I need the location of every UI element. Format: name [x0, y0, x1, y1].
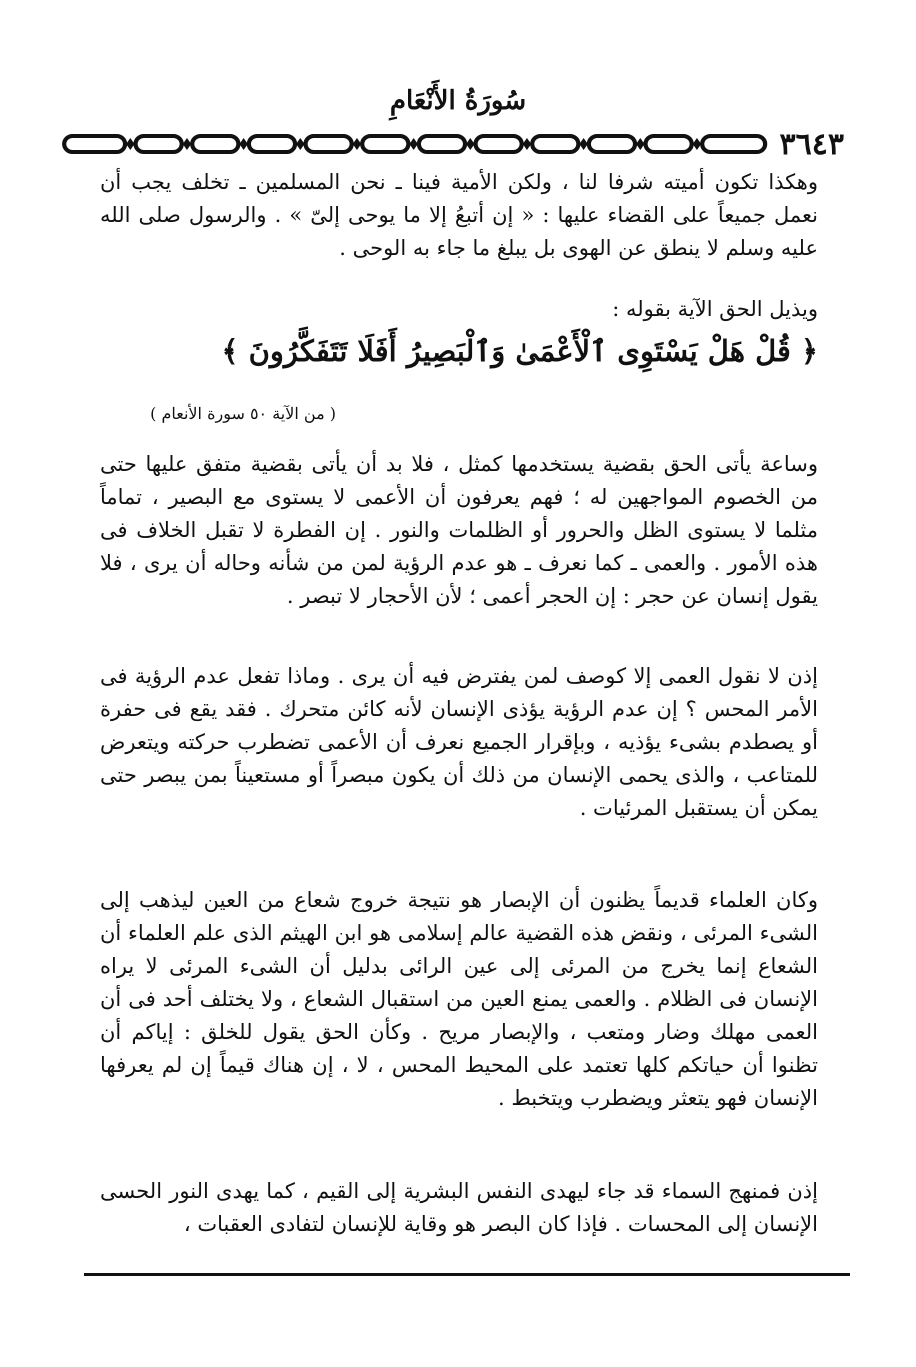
paragraph-1: [100, 166, 818, 265]
paragraph-5: [100, 884, 818, 1115]
paragraph-4: [100, 660, 818, 825]
verse-reference: ( من الآية ٥٠ سورة الأنعام ): [150, 404, 336, 423]
footer-rule: [84, 1273, 850, 1276]
paragraph-text: إذن فمنهج السماء قد جاء ليهدى النفس البشرية إلى القيم ، كما يهدى النور الحسى الإنسان إلى المحسات . فإذا كان البصر هو وقاية للإنسان لتفادى العقبات ،: [100, 1179, 818, 1236]
paragraph-2: [100, 293, 818, 326]
paragraph-text: وهكذا تكون أميته شرفا لنا ، ولكن الأمية فينا ـ نحن المسلمين ـ تخلف يجب أن نعمل جميعاً على القضاء عليها : « إن أتبعُ إلا ما يوحى إلىّ » . والرسول صلى الله عليه وسلم لا ينطق عن الهوى بل يبلغ ما جاء به الوحى .: [100, 170, 818, 260]
page-number: ٣٦٤٣: [779, 126, 844, 162]
paragraph-text: وساعة يأتى الحق بقضية يستخدمها كمثل ، فلا بد أن يأتى بقضية متفق عليها حتى من الخصوم المواجهين له ؛ فهم يعرفون أن الأعمى لا يستوى مع البصير ، تماماً مثلما لا يستوى الظل والحرور أو الظلمات والنور . إن الفطرة لا تقبل الخلاف فى هذه الأمور . والعمى ـ كما نعرف ـ هو عدم الرؤية لمن من شأنه وحاله أن يرى ، فلا يقول إنسان عن حجر : إن الحجر أعمى ؛ لأن الأحجار لا تبصر .: [100, 452, 818, 608]
paragraph-text: إذن لا نقول العمى إلا كوصف لمن يفترض فيه أن يرى . وماذا تفعل عدم الرؤية فى الأمر المحس ؟ إن عدم الرؤية يؤذى الإنسان لأنه كائن متحرك . فقد يقع فى حفرة أو يصطدم بشىء يؤذيه ، وبإقرار الجميع نعرف أن الأعمى تضطرب حركته ويتعرض للمتاعب ، والذى يحمى الإنسان من ذلك أن يكون مبصراً أو مستعيناً بمن يبصر حتى يمكن أن يستقبل المرئيات .: [100, 664, 818, 820]
paragraph-6: [100, 1175, 818, 1241]
header-ornament-row: [60, 124, 850, 164]
paragraph-text: ويذيل الحق الآية بقوله :: [612, 297, 818, 321]
quran-verse: ﴿ قُلْ هَلْ يَسْتَوِى ٱلْأَعْمَىٰ وَٱلْبَصِيرُ أَفَلَا تَتَفَكَّرُونَ ﴾: [221, 334, 818, 368]
paragraph-text: وكان العلماء قديماً يظنون أن الإبصار هو نتيجة خروج شعاع من العين ليذهب إلى الشىء المرئى ، ونقض هذه القضية عالم إسلامى هو ابن الهيثم الذى علم العلماء أن الشعاع إنما يخرج من المرئى إلى عين الرائى بدليل أن الشىء المرئى لا يراه الإنسان فى الظلام . والعمى يمنع العين من استقبال الشعاع ، ولا يختلف أحد فى أن العمى مهلك وضار ومتعب ، والإبصار مريح . وكأن الحق يقول للخلق : إياكم أن تظنوا أن حياتكم كلها تعتمد على المحيط المحس ، لا ، إن هناك قيماً إن لم يعرفها الإنسان فهو يتعثر ويضطرب ويتخبط .: [100, 888, 818, 1110]
surah-title: سُورَةُ الأَنْعَامِ: [389, 86, 527, 116]
chain-ornament-icon: [60, 124, 774, 164]
paragraph-3: [100, 448, 818, 613]
